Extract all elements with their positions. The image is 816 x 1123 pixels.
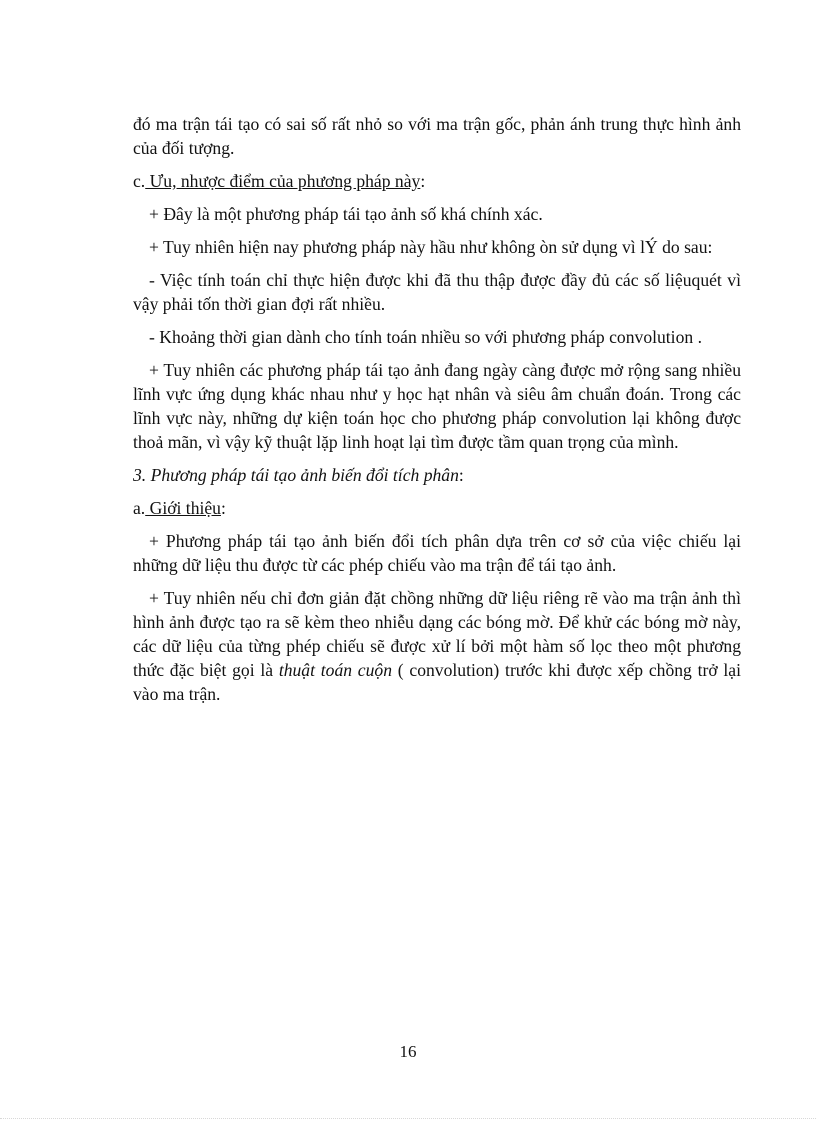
heading-a-suffix: : — [220, 498, 226, 518]
heading-c-suffix: : — [420, 171, 426, 191]
page-number: 16 — [399, 1042, 417, 1061]
paragraph-reason-2: - Khoảng thời gian dành cho tính toán nhiều so với phương pháp convolution . — [149, 327, 702, 347]
heading-section-3 — [133, 463, 741, 487]
paragraph-disadvantage-intro: + Tuy nhiên hiện nay phương pháp này hầu như không òn sử dụng vì lÝ do sau: — [149, 237, 713, 257]
paragraph-reason-1: - Việc tính toán chỉ thực hiện được khi đã thu thập được đầy đủ các số liệuquét vì vậy phải tốn thời gian đợi rất nhiều. — [133, 270, 741, 314]
paragraph-continuation: đó ma trận tái tạo có sai số rất nhỏ so với ma trận gốc, phản ánh trung thực hình ảnh của đối tượng. — [133, 114, 741, 158]
page-bottom-edge — [0, 1118, 816, 1119]
heading-c-text: Ưu, nhược điểm của phương pháp này — [145, 171, 421, 191]
convolution-text-1: + Tuy nhiên nếu chỉ đơn giản đặt chồng những dữ liệu riêng rẽ vào ma trận ảnh thì hình ảnh được tạo ra sẽ kèm theo nhiễu dạng các bóng mờ. Để khử các bóng mờ này, các dữ liệu của từng phép chiếu sẽ được xử lí bởi một hàm số lọc theo một phương thức đặc biệt gọi là — [133, 588, 741, 680]
paragraph-method-description: + Phương pháp tái tạo ảnh biến đổi tích phân dựa trên cơ sở của việc chiếu lại những dữ liệu thu được từ các phép chiếu vào ma trận để tái tạo ảnh. — [133, 531, 741, 575]
paragraph-applications: + Tuy nhiên các phương pháp tái tạo ảnh đang ngày càng được mở rộng sang nhiều lĩnh vực ứng dụng khác nhau như y học hạt nhân và siêu âm chuẩn đoán. Trong các lĩnh vực này, những dự kiện toán học cho phương pháp convolution lại không được thoả mãn, vì vậy kỹ thuật lặp linh hoạt lại tìm được tầm quan trọng của mình. — [133, 360, 741, 452]
convolution-term: thuật toán cuộn — [278, 660, 392, 680]
heading-advantages-disadvantages — [133, 169, 741, 193]
paragraph-convolution — [133, 586, 741, 706]
convolution-text-2: ( convolution) trước khi được xếp chồng trở lại vào ma trận. — [133, 660, 741, 704]
heading-introduction — [133, 496, 741, 520]
page-content — [133, 112, 741, 706]
heading-c-prefix: c. — [133, 171, 146, 191]
heading-a-prefix: a. — [133, 498, 146, 518]
heading-section-3-text: 3. Phương pháp tái tạo ảnh biến đổi tích phân — [133, 465, 459, 485]
heading-a-text: Giới thiệu — [145, 498, 221, 518]
paragraph-advantage: + Đây là một phương pháp tái tạo ảnh số khá chính xác. — [149, 204, 543, 224]
heading-section-3-suffix: : — [458, 465, 464, 485]
